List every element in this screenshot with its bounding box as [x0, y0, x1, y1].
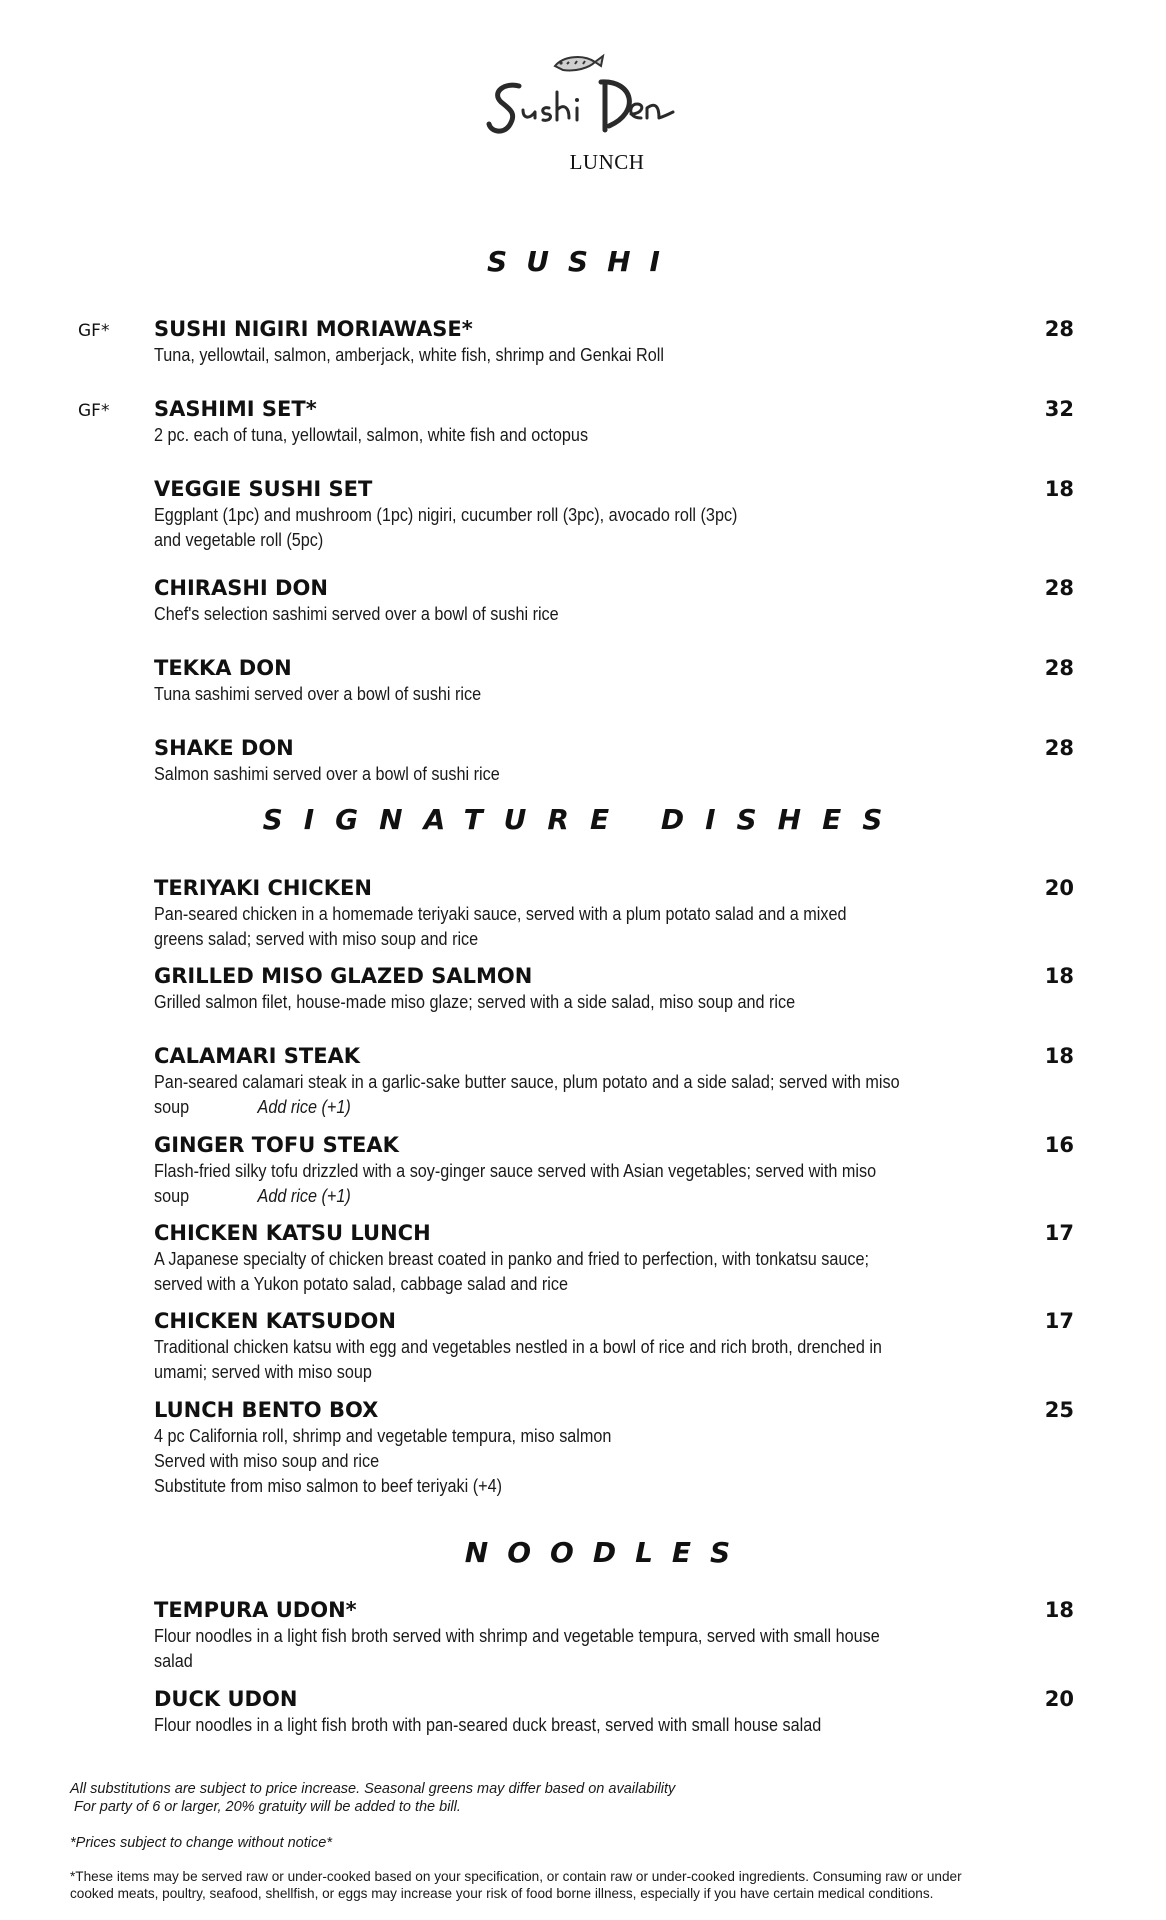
item-name: TEMPURA UDON* — [154, 1598, 357, 1622]
item-price: 28 — [1044, 656, 1074, 680]
item-description: Traditional chicken katsu with egg and vegetables nestled in a bowl of rice and rich broth, drenched in umami; served with miso soup — [154, 1337, 882, 1382]
item-price: 25 — [1044, 1398, 1074, 1422]
menu-item — [78, 396, 1074, 448]
item-name: DUCK UDON — [154, 1687, 298, 1711]
menu-item — [154, 575, 1074, 627]
menu-item — [154, 1597, 1074, 1674]
item-name: SHAKE DON — [154, 736, 294, 760]
sushi-den-logo — [483, 52, 693, 152]
item-price: 28 — [1044, 317, 1074, 341]
item-name: TEKKA DON — [154, 656, 292, 680]
item-price: 18 — [1044, 1598, 1074, 1622]
item-price: 17 — [1044, 1221, 1074, 1245]
item-price: 18 — [1044, 477, 1074, 501]
item-name: SASHIMI SET* — [154, 397, 317, 421]
menu-item — [154, 1686, 1074, 1738]
menu-item — [154, 655, 1074, 707]
item-description: Pan-seared chicken in a homemade teriyaki sauce, served with a plum potato salad and a mixed greens salad; served with miso soup and rice — [154, 904, 847, 949]
menu-item — [154, 963, 1074, 1015]
item-description: Flour noodles in a light fish broth served with shrimp and vegetable tempura, served with small house salad — [154, 1626, 880, 1671]
item-name: VEGGIE SUSHI SET — [154, 477, 373, 501]
item-description: Chef's selection sashimi served over a bowl of sushi rice — [154, 604, 559, 624]
menu-item — [154, 1220, 1074, 1297]
section-title-noodles: NOODLES — [464, 1536, 750, 1569]
menu-item — [154, 875, 1074, 952]
item-price: 20 — [1044, 1687, 1074, 1711]
menu-item — [154, 1308, 1074, 1385]
fish-logo-icon — [483, 52, 693, 152]
menu-item — [154, 476, 1074, 553]
menu-item — [154, 735, 1074, 787]
item-description: Grilled salmon filet, house-made miso glaze; served with a side salad, miso soup and rice — [154, 992, 796, 1012]
item-description: Tuna sashimi served over a bowl of sushi rice — [154, 684, 482, 704]
item-description: Pan-seared calamari steak in a garlic-sake butter sauce, plum potato and a side salad; served with miso soup Add rice (+1) — [154, 1072, 900, 1117]
item-description: Salmon sashimi served over a bowl of sushi rice — [154, 764, 500, 784]
price-change-note: *Prices subject to change without notice* — [70, 1835, 332, 1851]
item-price: 20 — [1044, 876, 1074, 900]
item-name: GINGER TOFU STEAK — [154, 1133, 399, 1157]
item-description: A Japanese specialty of chicken breast coated in panko and fried to perfection, with tonkatsu sauce; served with a Yukon potato salad, cabbage salad and rice — [154, 1249, 870, 1294]
item-price: 32 — [1044, 397, 1074, 421]
menu-item — [154, 1043, 1074, 1120]
menu-item — [78, 316, 1074, 368]
menu-item — [154, 1397, 1074, 1499]
item-description: 2 pc. each of tuna, yellowtail, salmon, white fish and octopus — [154, 425, 589, 445]
item-description: 4 pc California roll, shrimp and vegetable tempura, miso salmon Served with miso soup and rice Substitute from miso salmon to beef teriyaki (+4) — [154, 1426, 612, 1496]
item-price: 16 — [1044, 1133, 1074, 1157]
item-name: LUNCH BENTO BOX — [154, 1398, 379, 1422]
gluten-free-tag: GF* — [78, 401, 110, 421]
item-description: Flour noodles in a light fish broth with pan-seared duck breast, served with small house salad — [154, 1715, 822, 1735]
menu-item — [154, 1132, 1074, 1209]
add-rice-note: Add rice (+1) — [257, 1186, 351, 1206]
item-description: Flash-fried silky tofu drizzled with a soy-ginger sauce served with Asian vegetables; served with miso soup Add rice (+1) — [154, 1161, 877, 1206]
raw-food-warning: *These items may be served raw or under-cooked based on your specification, or contain raw or under-cooked ingredients. Consuming raw or under cooked meats, poultry, seafood, shellfish, or eggs may increase your risk of food borne illness, especially if you have certain medical conditions. — [70, 1869, 962, 1901]
item-name: SUSHI NIGIRI MORIAWASE* — [154, 317, 473, 341]
item-name: CHIRASHI DON — [154, 576, 328, 600]
item-name: GRILLED MISO GLAZED SALMON — [154, 964, 533, 988]
item-price: 18 — [1044, 964, 1074, 988]
item-price: 28 — [1044, 576, 1074, 600]
item-name: CHICKEN KATSU LUNCH — [154, 1221, 431, 1245]
item-price: 18 — [1044, 1044, 1074, 1068]
item-name: CHICKEN KATSUDON — [154, 1309, 396, 1333]
menu-subtitle: LUNCH — [569, 150, 645, 174]
section-title-sushi: SUSHI — [487, 245, 679, 278]
item-description: Tuna, yellowtail, salmon, amberjack, white fish, shrimp and Genkai Roll — [154, 345, 664, 365]
section-title-signature-dishes: SIGNATURE DISHES — [262, 803, 904, 836]
gluten-free-tag: GF* — [78, 321, 110, 341]
item-description: Eggplant (1pc) and mushroom (1pc) nigiri, cucumber roll (3pc), avocado roll (3pc) and vegetable roll (5pc) — [154, 505, 738, 550]
substitution-note: All substitutions are subject to price increase. Seasonal greens may differ based on availability For party of 6 or larger, 20% gratuity will be added to the bill. — [70, 1781, 676, 1815]
add-rice-note: Add rice (+1) — [257, 1097, 351, 1117]
item-name: TERIYAKI CHICKEN — [154, 876, 372, 900]
item-price: 17 — [1044, 1309, 1074, 1333]
item-name: CALAMARI STEAK — [154, 1044, 361, 1068]
item-price: 28 — [1044, 736, 1074, 760]
